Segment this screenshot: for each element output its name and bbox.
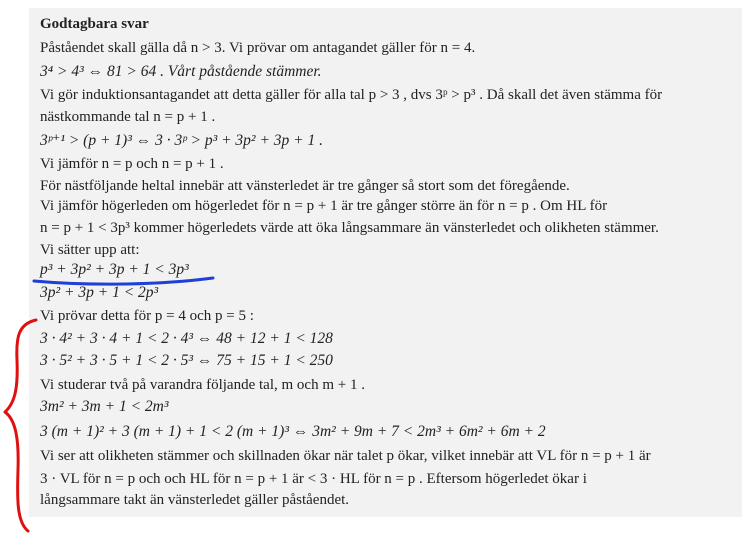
answer-line-13: Vi prövar detta för p = 4 och p = 5 : xyxy=(40,308,254,324)
answer-line-18: 3 (m + 1)² + 3 (m + 1) + 1 < 2 (m + 1)³ ⇔ 3m² + 9m + 7 < 2m³ + 6m² + 6m + 2 xyxy=(40,423,546,440)
answer-line-7: För nästföljande heltal innebär att vänsterledet är tre gånger så stort som det föregående. xyxy=(40,178,570,194)
answer-line-8: Vi jämför högerleden om högerledet för n = p + 1 är tre gånger större än för n = p . Om HL för xyxy=(40,198,608,214)
answer-line-19: Vi ser att olikheten stämmer och skillnaden ökar när talet p ökar, vilket innebär att VL för n = p + 1 är xyxy=(40,448,651,464)
answer-line-16: Vi studerar två på varandra följande tal, m och m + 1 . xyxy=(40,377,365,393)
answer-line-12: 3p² + 3p + 1 < 2p³ xyxy=(40,284,159,301)
answer-line-9: n = p + 1 < 3p³ kommer högerledets värde att öka långsammare än vänsterledet och olikheten stämmer. xyxy=(40,220,659,236)
answer-line-4: nästkommande tal n = p + 1 . xyxy=(40,109,216,125)
answer-line-2: 3⁴ > 4³ ⇔ 81 > 64 . Vårt påstående stämmer. xyxy=(40,63,322,80)
answer-line-1: Påståendet skall gälla då n > 3. Vi prövar om antagandet gäller för n = 4. xyxy=(40,40,476,56)
answer-line-10: Vi sätter upp att: xyxy=(40,242,140,258)
answer-line-17: 3m² + 3m + 1 < 2m³ xyxy=(40,398,169,415)
answer-line-15: 3 · 5² + 3 · 5 + 1 < 2 · 5³ ⇔ 75 + 15 + 1 < 250 xyxy=(40,352,333,369)
answer-line-11: p³ + 3p² + 3p + 1 < 3p³ xyxy=(40,261,189,278)
answer-line-5: 3ᵖ⁺¹ > (p + 1)³ ⇔ 3 · 3ᵖ > p³ + 3p² + 3p + 1 . xyxy=(40,132,323,149)
answer-line-20: 3 · VL för n = p och och HL för n = p + 1 är < 3 · HL för n = p . Eftersom högerledet ökar i xyxy=(40,471,587,487)
answer-title: Godtagbara svar xyxy=(40,16,149,32)
answer-line-21: långsammare takt än vänsterledet gäller påståendet. xyxy=(40,492,350,508)
answer-line-6: Vi jämför n = p och n = p + 1 . xyxy=(40,156,224,172)
answer-line-3: Vi gör induktionsantagandet att detta gäller för alla tal p > 3 , dvs 3ᵖ > p³ . Då skall det även stämma för xyxy=(40,87,663,103)
answer-line-14: 3 · 4² + 3 · 4 + 1 < 2 · 4³ ⇔ 48 + 12 + 1 < 128 xyxy=(40,330,333,347)
